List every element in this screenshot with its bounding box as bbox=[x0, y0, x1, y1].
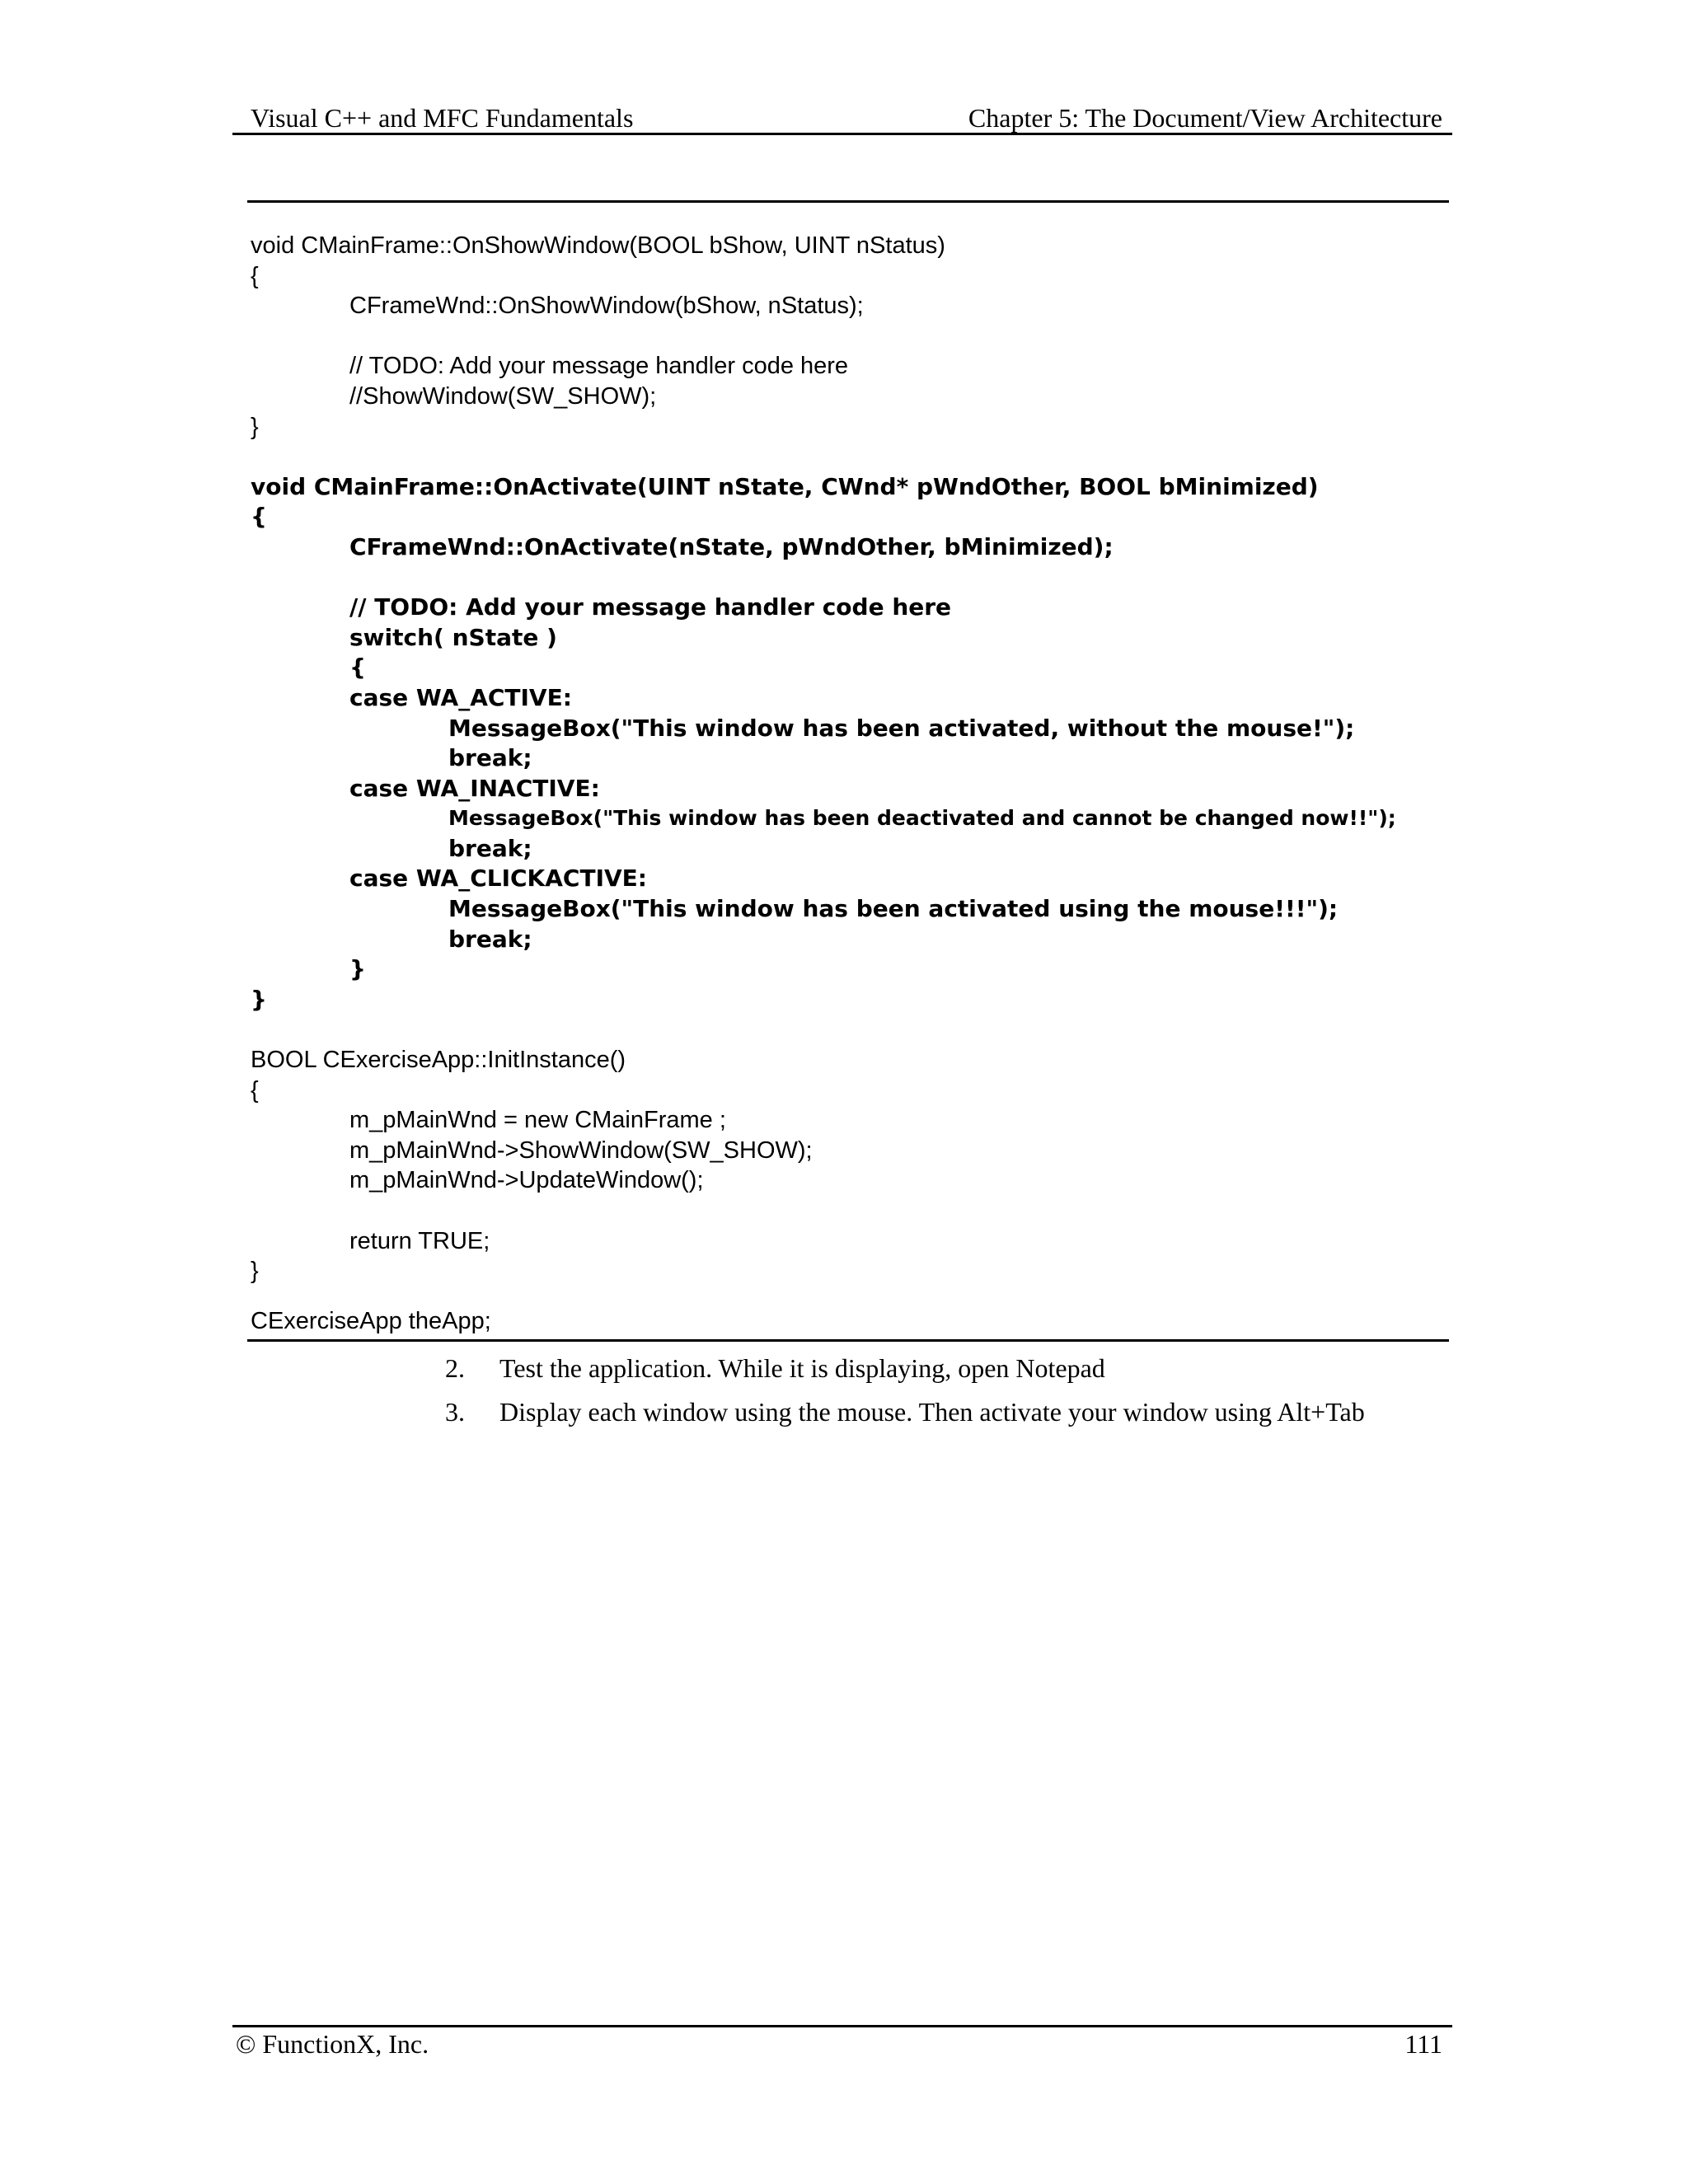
code-line bbox=[251, 442, 1449, 472]
book-title: Visual C++ and MFC Fundamentals bbox=[251, 103, 634, 133]
step-number: 2. bbox=[445, 1353, 465, 1383]
code-line: case WA_INACTIVE: bbox=[349, 774, 600, 802]
step-number: 3. bbox=[445, 1397, 465, 1427]
copyright: © FunctionX, Inc. bbox=[236, 2029, 429, 2059]
code-line: m_pMainWnd->UpdateWindow(); bbox=[349, 1167, 704, 1194]
code-line: break; bbox=[448, 925, 532, 953]
step-item bbox=[445, 1352, 1365, 1395]
code-line bbox=[251, 1015, 1449, 1045]
code-line: //ShowWindow(SW_SHOW); bbox=[349, 382, 657, 410]
code-line: CFrameWnd::OnShowWindow(bShow, nStatus); bbox=[349, 293, 864, 320]
code-line: // TODO: Add your message handler code here bbox=[349, 593, 952, 621]
code-line: return TRUE; bbox=[349, 1227, 490, 1254]
step-item bbox=[445, 1395, 1365, 1439]
code-line: { bbox=[349, 654, 366, 682]
step-text: Test the application. While it is displaying, open Notepad bbox=[499, 1353, 1105, 1383]
code-line: MessageBox("This window has been deactivated and cannot be changed now!!"); bbox=[448, 806, 1396, 831]
page-header bbox=[232, 101, 1452, 137]
code-line: { bbox=[251, 503, 267, 531]
page-number: 111 bbox=[1404, 2029, 1442, 2059]
code-line: } bbox=[251, 1258, 259, 1285]
code-line: break; bbox=[448, 834, 532, 862]
code-line: BOOL CExerciseApp::InitInstance() bbox=[251, 1047, 626, 1074]
code-line bbox=[251, 563, 1449, 593]
code-line: MessageBox("This window has been activated, without the mouse!"); bbox=[448, 714, 1355, 742]
code-line: } bbox=[349, 955, 366, 983]
code-listing bbox=[247, 200, 1449, 1342]
code-line: { bbox=[251, 1076, 259, 1104]
footer-rule bbox=[232, 2025, 1452, 2027]
code-line: case WA_CLICKACTIVE: bbox=[349, 865, 647, 893]
page-footer bbox=[232, 2029, 1452, 2062]
header-rule bbox=[232, 133, 1452, 135]
code-line: m_pMainWnd->ShowWindow(SW_SHOW); bbox=[349, 1137, 813, 1164]
code-line: } bbox=[251, 413, 259, 440]
code-line: void CMainFrame::OnShowWindow(BOOL bShow, UINT nStatus) bbox=[251, 232, 945, 259]
code-line: void CMainFrame::OnActivate(UINT nState, CWnd* pWndOther, BOOL bMinimized) bbox=[251, 472, 1319, 500]
code-line: CFrameWnd::OnActivate(nState, pWndOther, bMinimized); bbox=[349, 532, 1114, 560]
step-list bbox=[445, 1352, 1365, 1439]
code-line bbox=[251, 321, 1449, 352]
code-line bbox=[251, 1196, 1449, 1226]
code-line: switch( nState ) bbox=[349, 623, 557, 651]
code-line: break; bbox=[448, 744, 532, 772]
code-line: case WA_ACTIVE: bbox=[349, 683, 572, 711]
code-line: m_pMainWnd = new CMainFrame ; bbox=[349, 1107, 726, 1134]
code-line: { bbox=[251, 262, 259, 289]
code-line: // TODO: Add your message handler code here bbox=[349, 353, 849, 380]
code-line: MessageBox("This window has been activated using the mouse!!!"); bbox=[448, 895, 1339, 923]
step-text: Display each window using the mouse. Then activate your window using Alt+Tab bbox=[499, 1397, 1365, 1427]
code-line-last: CExerciseApp theApp; bbox=[251, 1308, 491, 1334]
code-line: } bbox=[251, 985, 267, 1013]
chapter-title: Chapter 5: The Document/View Architecture bbox=[968, 103, 1442, 133]
